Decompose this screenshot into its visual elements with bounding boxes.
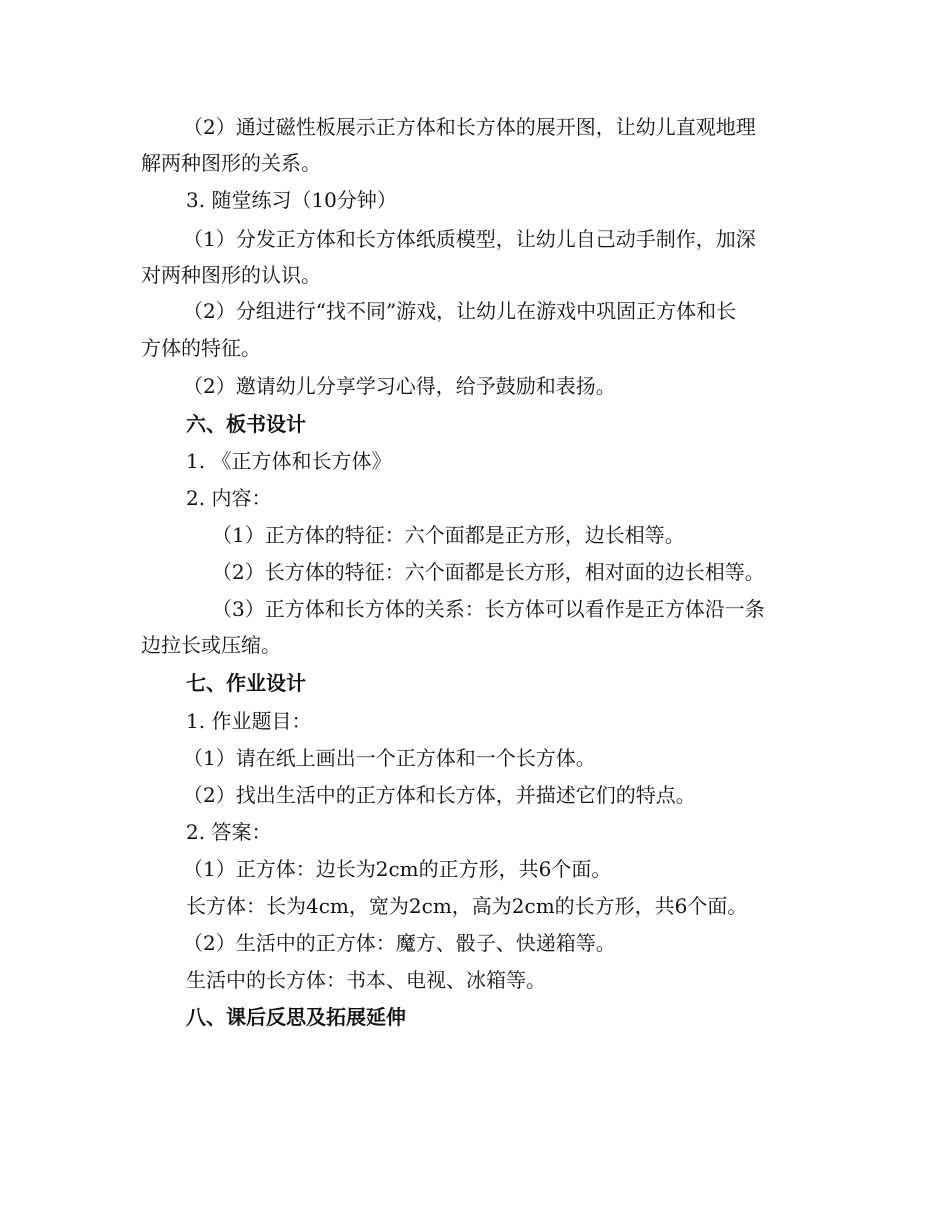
paragraph-line: （2）通过磁性板展示正方体和长方体的展开图，让幼儿直观地理 (183, 115, 756, 139)
list-item: （1）正方体的特征：六个面都是正方形，边长相等。 (212, 523, 685, 547)
list-item: 2. 答案： (186, 820, 272, 844)
list-item: （3）正方体和长方体的关系：长方体可以看作是正方体沿一条 (212, 597, 765, 621)
paragraph-line: 对两种图形的认识。 (141, 263, 321, 287)
list-item: 1. 《正方体和长方体》 (186, 449, 392, 473)
paragraph-line: 长方体：长为4cm，宽为2cm，高为2cm的长方形，共6个面。 (186, 894, 748, 918)
list-item: （2）长方体的特征：六个面都是长方形，相对面的边长相等。 (212, 560, 765, 584)
section-heading: 六、板书设计 (186, 412, 306, 436)
section-heading: 八、课后反思及拓展延伸 (186, 1005, 406, 1029)
section-heading: 七、作业设计 (186, 671, 306, 695)
paragraph-line: 方体的特征。 (141, 336, 261, 360)
paragraph-line: （2）邀请幼儿分享学习心得，给予鼓励和表扬。 (183, 374, 616, 398)
list-item: （1）请在纸上画出一个正方体和一个长方体。 (183, 746, 596, 770)
paragraph-line: 生活中的长方体：书本、电视、冰箱等。 (186, 968, 546, 992)
paragraph-line: 边拉长或压缩。 (141, 633, 281, 657)
list-item: （2）找出生活中的正方体和长方体，并描述它们的特点。 (183, 783, 696, 807)
paragraph-line: （1）分发正方体和长方体纸质模型，让幼儿自己动手制作，加深 (183, 227, 756, 251)
list-item: （1）正方体：边长为2cm的正方形，共6个面。 (183, 857, 612, 881)
paragraph-line: 解两种图形的关系。 (141, 151, 321, 175)
list-item: （2）生活中的正方体：魔方、骰子、快递箱等。 (183, 931, 616, 955)
list-item: 1. 作业题目： (186, 709, 312, 733)
list-item: 3. 随堂练习（10分钟） (186, 188, 397, 212)
paragraph-line: （2）分组进行“找不同”游戏，让幼儿在游戏中巩固正方体和长 (183, 299, 737, 323)
list-item: 2. 内容： (186, 486, 272, 510)
